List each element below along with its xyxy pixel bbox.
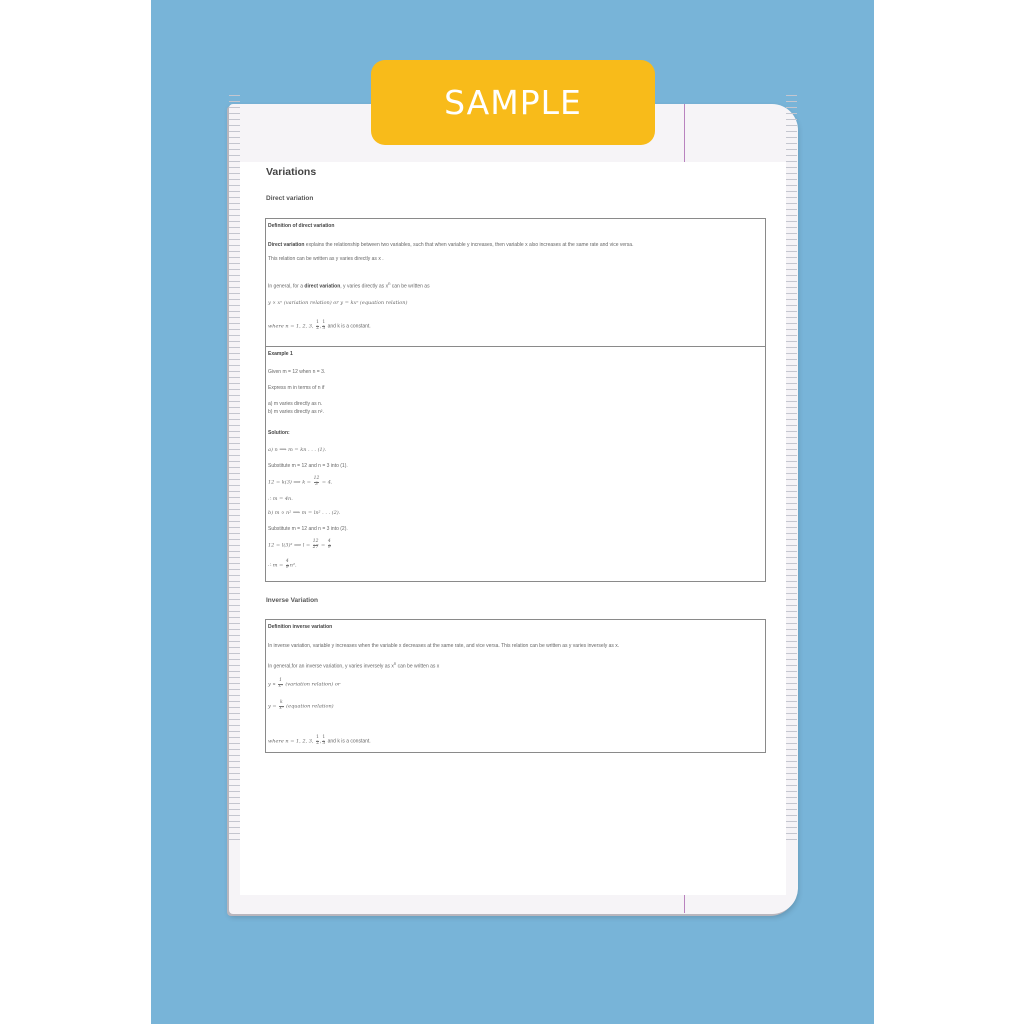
page-title: Variations	[266, 166, 317, 178]
solution-step-1: a) n ⟹ m = kn . . . (1).	[268, 447, 327, 453]
direct-variation-heading: Direct variation	[266, 195, 314, 202]
solution-step-5: b) m ∝ n² ⟹ m = ln² . . . (2).	[268, 510, 341, 516]
inverse-def-equation: y = $\frac{k}{\text{xⁿ}}$ (equation relation)	[268, 700, 334, 711]
example-part-b: b) m varies directly as n².	[268, 409, 324, 415]
direct-def-line3: In general, for a direct variation, y varies directly as $x^n$ can be written as	[268, 281, 430, 290]
sample-badge	[371, 60, 655, 145]
inverse-def-variation: y ∝ $\frac{1}{\text{xⁿ}}$ (variation relation) or	[268, 678, 341, 689]
margin-line-top	[684, 104, 685, 162]
inverse-def-line1: In inverse variation, variable y increases when the variable x decreases at the same rate, and vice versa. This relation can be written as y varies inversely as x.	[268, 643, 620, 649]
margin-line-bottom	[684, 895, 685, 913]
solution-step-3: 12 = k(3) ⟹ k = $\frac{12}{3}$ = 4.	[268, 476, 333, 487]
solution-step-7: 12 = l(3)² ⟹ l = $\frac{12}{27}$ = $\frac{4}{9}$	[268, 539, 331, 550]
example-given: Given m = 12 when n = 3.	[268, 369, 326, 375]
direct-def-relations: y ∝ xⁿ (variation relation) or y = kxⁿ (equation relation)	[268, 300, 408, 306]
inverse-definition-box	[265, 619, 766, 753]
example-part-a: a) m varies directly as n.	[268, 401, 323, 407]
example-box	[265, 346, 766, 582]
direct-definition-box	[265, 218, 766, 347]
inverse-def-line2: In general,for an inverse variation, y varies inversely as $x^n$ can be written as x	[268, 661, 440, 670]
solution-step-4: ∴ m = 4n.	[268, 496, 293, 502]
solution-step-2: Substitute m = 12 and n = 3 into (1).	[268, 463, 348, 469]
direct-def-line2: This relation can be written as y varies directly as x .	[268, 256, 384, 262]
solution-step-8: ∴ m = $\frac{4}{9}$ n².	[268, 559, 297, 570]
direct-def-line1: Direct variation explains the relationship between two variables, such that when variable y increases, then variable x also increases at the same rate and vice versa.	[268, 242, 634, 248]
solution-label: Solution:	[268, 430, 290, 436]
example-title: Example 1	[268, 351, 293, 357]
inverse-def-title: Definition inverse variation	[268, 624, 333, 630]
example-express: Express m in terms of n if	[268, 385, 325, 391]
solution-step-6: Substitute m = 12 and n = 3 into (2).	[268, 526, 348, 532]
right-ruled-edge	[786, 95, 797, 840]
direct-def-title: Definition of direct variation	[268, 223, 335, 229]
inverse-variation-heading: Inverse Variation	[266, 597, 319, 604]
direct-def-where: where n = 1, 2, 3, $\frac{1}{2}$ , $\frac{1}{3}$ and k is a constant.	[268, 320, 371, 331]
sample-badge-label: SAMPLE	[444, 83, 582, 122]
inverse-def-where: where n = 1, 2, 3, $\frac{1}{2}$ , $\frac{1}{3}$ and k is a constant.	[268, 735, 371, 746]
document-page	[240, 162, 786, 895]
left-ruled-edge	[229, 95, 240, 840]
